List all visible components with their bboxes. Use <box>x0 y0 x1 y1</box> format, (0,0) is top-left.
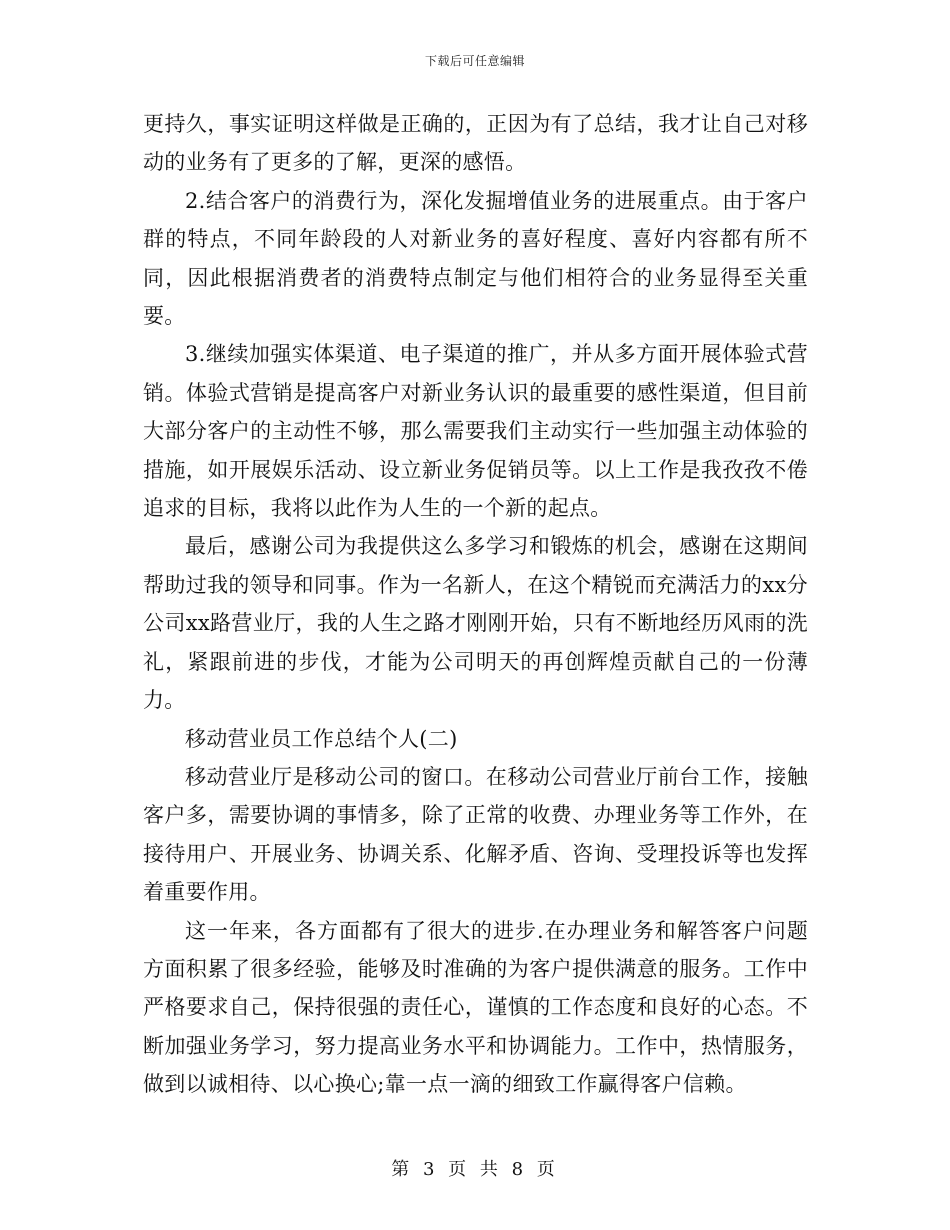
section-heading: 移动营业员工作总结个人(二) <box>185 726 458 751</box>
body-paragraph: 移动营业厅是移动公司的窗口。在移动公司营业厅前台工作，接触客户多，需要协调的事情多，除了正常的收费、办理业务等工作外，在接待用户、开展业务、协调关系、化解矛盾、咨询、受理投诉等也发挥着重要作用。 <box>143 764 808 905</box>
body-paragraph: 最后，感谢公司为我提供这么多学习和锻炼的机会，感谢在这期间帮助过我的领导和同事。作为一名新人，在这个精锐而充满活力的xx分公司xx路营业厅，我的人生之路才刚刚开始，只有不断地经历风雨的洗礼，紧跟前进的步伐，才能为公司明天的再创辉煌贡献自己的一份薄力。 <box>143 534 808 713</box>
body-paragraph: 这一年来，各方面都有了很大的进步.在办理业务和解答客户问题方面积累了很多经验，能够及时准确的为客户提供满意的服务。工作中严格要求自己，保持很强的责任心，谨慎的工作态度和良好的心态。不断加强业务学习，努力提高业务水平和协调能力。工作中，热情服务，做到以诚相待、以心换心;靠一点一滴的细致工作赢得客户信赖。 <box>143 918 808 1097</box>
body-paragraph: 更持久，事实证明这样做是正确的，正因为有了总结，我才让自己对移动的业务有了更多的了解，更深的感悟。 <box>143 112 808 175</box>
body-paragraph: 2.结合客户的消费行为，深化发掘增值业务的进展重点。由于客户群的特点，不同年龄段的人对新业务的喜好程度、喜好内容都有所不同，因此根据消费者的消费特点制定与他们相符合的业务显得至关重要。 <box>143 188 808 329</box>
body-paragraph: 3.继续加强实体渠道、电子渠道的推广，并从多方面开展体验式营销。体验式营销是提高客户对新业务认识的最重要的感性渠道，但目前大部分客户的主动性不够，那么需要我们主动实行一些加强主动体验的措施，如开展娱乐活动、设立新业务促销员等。以上工作是我孜孜不倦追求的目标，我将以此作为人生的一个新的起点。 <box>143 342 808 521</box>
document-body <box>143 105 808 1104</box>
page-header-note: 下载后可任意编辑 <box>424 54 525 68</box>
page-number-footer: 第 3 页 共 8 页 <box>391 1159 559 1180</box>
